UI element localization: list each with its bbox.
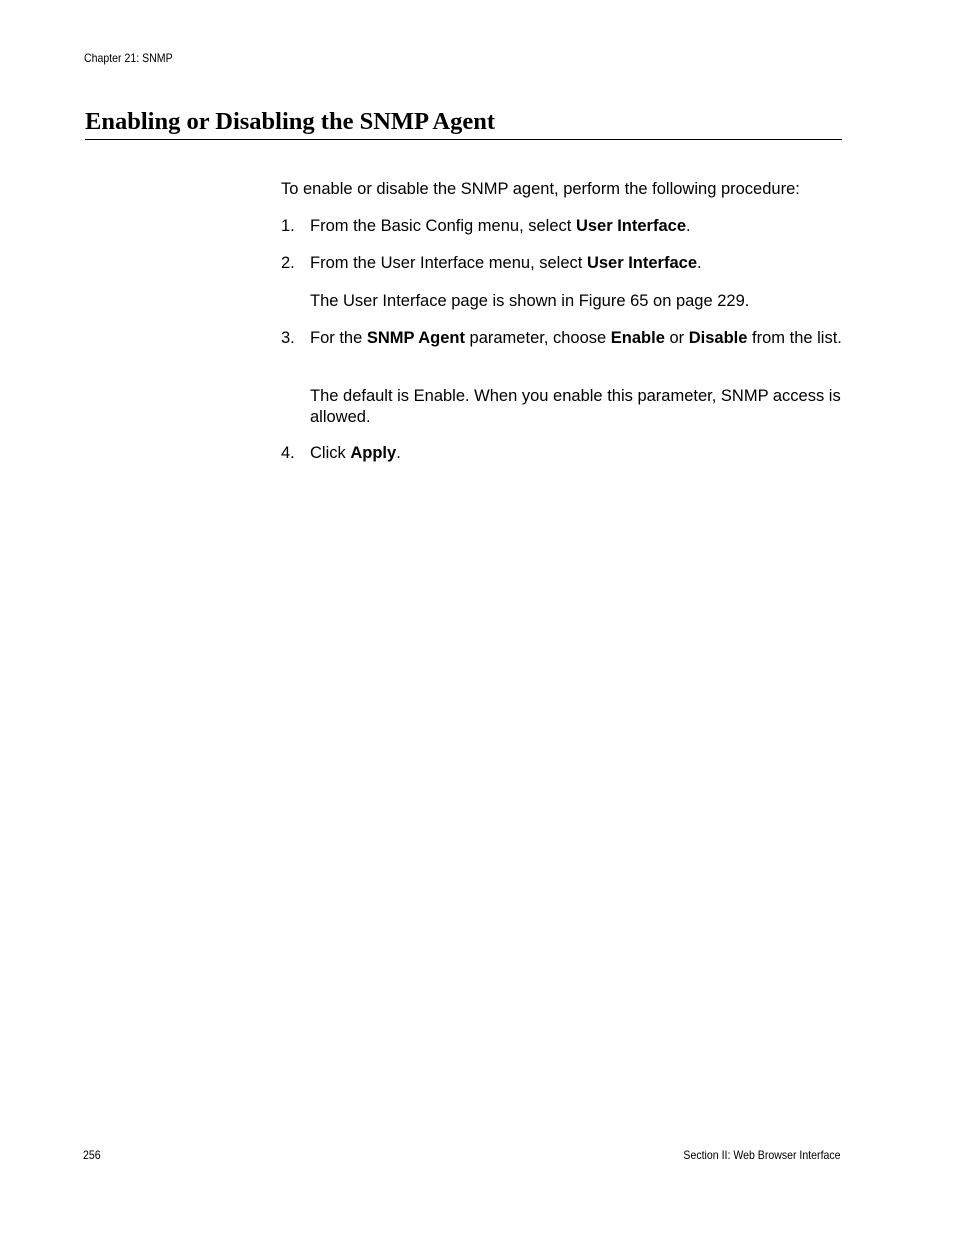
step-number: 1. <box>281 217 295 235</box>
option-enable: Enable <box>610 329 665 347</box>
procedure-step-1 <box>281 216 843 237</box>
intro-paragraph: To enable or disable the SNMP agent, perform the following procedure: <box>281 180 800 198</box>
option-disable: Disable <box>688 329 748 347</box>
step-text: For the SNMP Agent parameter, choose Enable or Disable from the list. <box>310 329 842 347</box>
step-number: 3. <box>281 329 295 347</box>
footer-section-name: Section II: Web Browser Interface <box>683 1148 841 1162</box>
step-2-note: The User Interface page is shown in Figure 65 on page 229. <box>310 292 750 310</box>
step-text: From the User Interface menu, select User Interface. <box>310 254 702 272</box>
section-heading: Enabling or Disabling the SNMP Agent <box>85 107 842 140</box>
step-number: 2. <box>281 254 295 272</box>
step-number: 4. <box>281 444 295 462</box>
step-3-note: The default is Enable. When you enable this parameter, SNMP access is allowed. <box>310 387 841 426</box>
menu-option-user-interface: User Interface <box>586 254 698 272</box>
running-header-chapter: Chapter 21: SNMP <box>84 51 173 65</box>
procedure-step-2 <box>281 253 843 274</box>
menu-option-user-interface: User Interface <box>575 217 687 235</box>
page-number: 256 <box>83 1148 101 1162</box>
procedure-step-4 <box>281 443 843 464</box>
apply-label: Apply <box>350 444 397 462</box>
procedure-step-3 <box>281 328 843 349</box>
step-text: From the Basic Config menu, select User Interface. <box>310 217 691 235</box>
parameter-snmp-agent: SNMP Agent <box>366 329 465 347</box>
step-text: Click Apply. <box>310 444 401 462</box>
